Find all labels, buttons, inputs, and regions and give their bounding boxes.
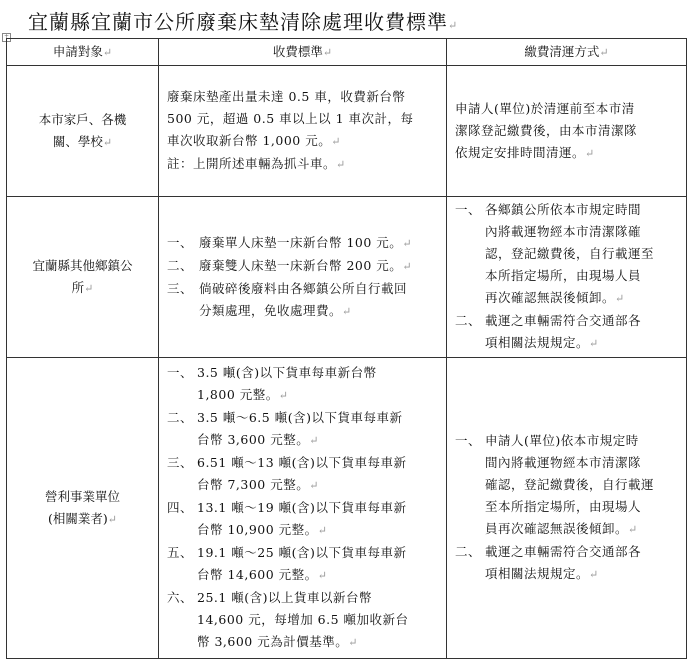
table-row	[7, 197, 687, 358]
fee-table	[6, 38, 687, 659]
list-item: 二、 載運之車輛需符合交通部各 項相關法規規定。↵	[455, 313, 642, 350]
list-item: 五、 19.1 噸～25 噸(含)以下貨車每車新 台幣 14,600 元整。↵	[167, 545, 407, 582]
list-item: 三、 6.51 噸～13 噸(含)以下貨車每車新 台幣 7,300 元整。↵	[167, 455, 407, 492]
list-item: 六、 25.1 噸(含)以上貨車以新台幣 14,600 元，每增加 6.5 噸加收新台 幣 3,600 元為計價基準。↵	[167, 590, 409, 649]
list-item: 二、 載運之車輛需符合交通部各 項相關法規規定。↵	[455, 544, 642, 581]
table-row	[7, 358, 687, 659]
fee-cell	[159, 358, 447, 659]
applicant-cell: 宜蘭縣其他鄉鎮公 所↵	[7, 197, 159, 358]
header-row	[7, 39, 687, 66]
method-cell	[447, 197, 687, 358]
list-item: 二、 3.5 噸～6.5 噸(含)以下貨車每車新 台幣 3,600 元整。↵	[167, 410, 403, 447]
document-title: 宜蘭縣宜蘭市公所廢棄床墊清除處理收費標準↵	[28, 10, 459, 34]
fee-cell	[159, 197, 447, 358]
table-anchor-icon[interactable]: +	[3, 33, 10, 40]
list-item: 三、 倘破碎後廢料由各鄉鎮公所自行載回 分類處理，免收處理費。↵	[167, 280, 408, 318]
applicant-cell: 營利事業單位 (相關業者)↵	[7, 358, 159, 659]
fee-cell: 廢棄床墊產出量未達 0.5 車，收費新台幣 500 元，超過 0.5 車以上以 1 車次計，每 車次收取新台幣 1,000 元。↵ 註：上開所述車輛為抓斗車。↵	[159, 66, 447, 197]
header-applicant: 申請對象↵	[7, 39, 159, 66]
list-item: 一、 廢棄單人床墊一床新台幣 100 元。↵	[167, 234, 413, 250]
list-item: 一、 各鄉鎮公所依本市規定時間 內將載運物經本市清潔隊確 認，登記繳費後，自行載運至 本所指定場所，由現場人員 再次確認無誤後傾卸。↵	[455, 202, 655, 305]
list-item: 二、 廢棄雙人床墊一床新台幣 200 元。↵	[167, 257, 413, 273]
table-row	[7, 66, 687, 197]
list-item: 一、 申請人(單位)依本市規定時 間內將載運物經本市清潔隊 確認，登記繳費後，自行載運 至本所指定場所，由現場人 員再次確認無誤後傾卸。↵	[455, 433, 655, 536]
applicant-cell: 本市家戶、各機 關、學校↵	[7, 66, 159, 197]
header-method: 繳費清運方式↵	[447, 39, 687, 66]
header-fee: 收費標準↵	[159, 39, 447, 66]
list-item: 一、 3.5 噸(含)以下貨車每車新台幣 1,800 元整。↵	[167, 365, 377, 402]
method-cell: 申請人(單位)於清運前至本市清 潔隊登記繳費後，由本市清潔隊 依規定安排時間清運。↵	[447, 66, 687, 197]
method-cell	[447, 358, 687, 659]
list-item: 四、 13.1 噸～19 噸(含)以下貨車每車新 台幣 10,900 元整。↵	[167, 500, 407, 537]
